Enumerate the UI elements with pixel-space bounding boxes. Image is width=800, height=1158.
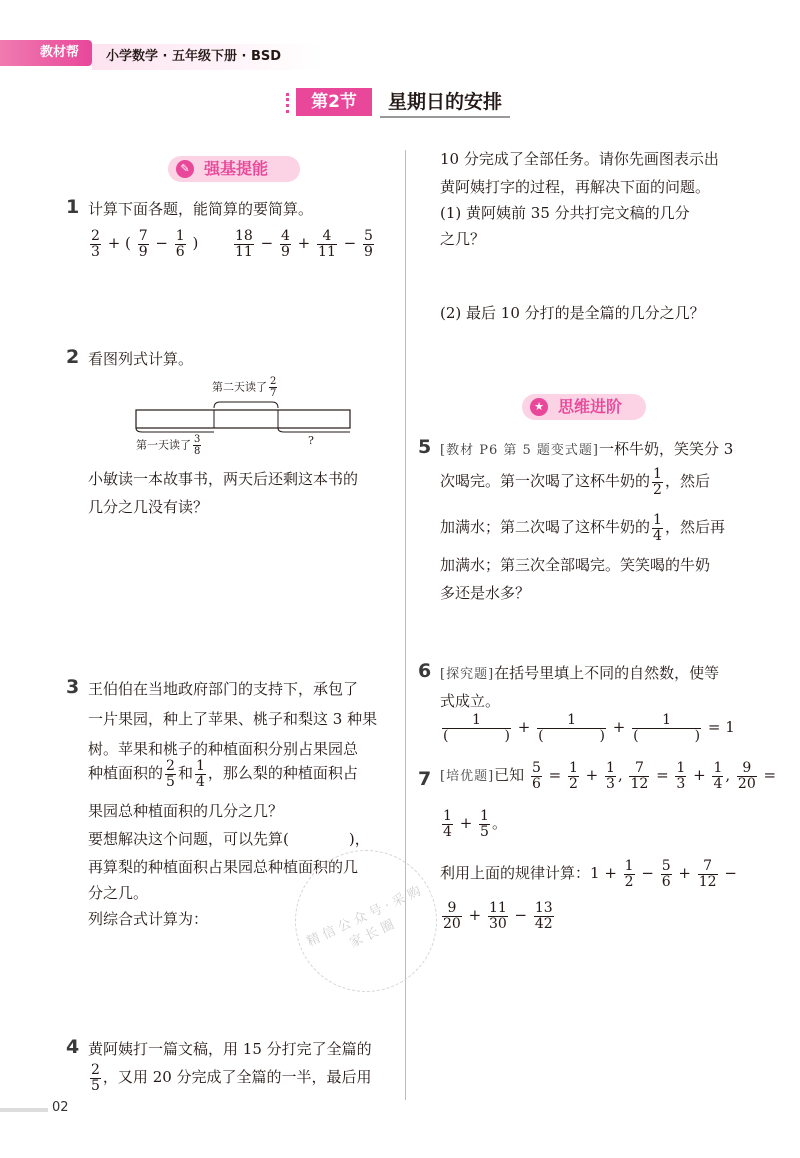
question-number: 6 (418, 660, 432, 682)
question-text: 加满水；第二次喝了这杯牛奶的 $\frac{1}{4}$ ，然后再 (440, 511, 725, 544)
page-number: 02 (52, 1100, 69, 1115)
question-text: 之几？ (440, 230, 486, 248)
series-label: 小学数学 · 五年级下册 · BSD (92, 44, 322, 70)
question-text: $\frac{2}{5}$ ，又用 20 分完成了全篇的一半，最后用 (91, 1061, 372, 1094)
watermark-seal: 精 信 公 众 号 · 采 购 家 长 圈 (272, 827, 461, 1016)
problem-text: 几分之几没有读？ (88, 498, 209, 516)
question-text: 看图列式计算。 (88, 350, 194, 368)
fraction-blank[interactable]: $\frac{1}{( )}$ (633, 711, 701, 744)
fraction: $\frac{7}{9}$ (138, 227, 148, 260)
known-identities: $\frac{1}{4}$ + $\frac{1}{5}$ 。 (443, 807, 507, 840)
expression-b: $\frac{18}{11}$ − $\frac{4}{9}$ + $\frac{4}{11}$ − $\frac{5}{9}$ (235, 227, 373, 260)
question-text: 一片果园，种上了苹果、桃子和梨这 3 种果 (88, 710, 378, 728)
fraction-blank[interactable]: $\frac{1}{( )}$ (443, 711, 510, 744)
tag-advanced (522, 394, 646, 420)
question-text: (2) 最后 10 分打的是全篇的几分之几？ (440, 304, 705, 322)
brand-label: 教材帮 (0, 40, 92, 66)
fraction: $\frac{18}{11}$ (235, 227, 253, 260)
question-text: 要想解决这个问题，可以先算( )， (88, 830, 370, 848)
book-diagram (134, 372, 354, 462)
question-text: 加满水；第三次全部喝完。笑笑喝的牛奶 (440, 556, 711, 574)
expression-a: $\frac{2}{3}$ + ( $\frac{7}{9}$ − $\frac{1}{6}$ ) (91, 227, 199, 260)
question-text: [探究题]在括号里填上不同的自然数，使等 (440, 664, 720, 682)
question-text: 黄阿姨打字的过程，再解决下面的问题。 (440, 178, 711, 196)
question-text: 次喝完。第一次喝了这杯牛奶的 $\frac{1}{2}$ ，然后 (440, 465, 710, 498)
question-text: 列综合式计算为： (88, 910, 209, 928)
question-number: 2 (66, 346, 80, 368)
fraction: $\frac{1}{4}$ (195, 757, 205, 790)
fraction: $\frac{1}{2}$ (653, 465, 662, 498)
fraction: $\frac{5}{9}$ (364, 227, 373, 260)
question-text: 式成立。 (440, 692, 501, 710)
day1-label: 第一天读了 $\frac{3}{8}$ (136, 434, 201, 457)
day2-label: 第二天读了 $\frac{2}{7}$ (212, 376, 277, 399)
fraction: $\frac{2}{5}$ (166, 757, 175, 790)
fraction: $\frac{1}{4}$ (653, 511, 662, 544)
question-text: (1) 黄阿姨前 35 分共打完文稿的几分 (440, 204, 690, 222)
page-number-bar (0, 1108, 48, 1112)
unknown-mark: ? (308, 434, 314, 447)
question-number: 1 (66, 196, 80, 218)
compute-line: 利用上面的规律计算：1 + $\frac{1}{2}$ − $\frac{5}{6}$ + $\frac{7}{12}$ − (440, 857, 737, 890)
problem-text: 小敏读一本故事书，两天后还剩这本书的 (88, 470, 359, 488)
question-text: 计算下面各题，能简算的要简算。 (88, 200, 314, 218)
fraction: $\frac{2}{5}$ (91, 1061, 100, 1094)
diagram-bars (134, 398, 354, 434)
question-text: 再算梨的种植面积占果园总种植面积的几 (88, 858, 359, 876)
equation-blanks: $\frac{1}{( )}$ + $\frac{1}{( )}$ + $\frac{1}{( )}$ = 1 (443, 711, 735, 744)
question-text: 果园总种植面积的几分之几？ (88, 802, 284, 820)
pencil-icon: ✎ (176, 160, 194, 178)
tag-advanced-label: 思维进阶 (558, 397, 623, 416)
question-text: 树。苹果和桃子的种植面积分别占果园总 (88, 740, 359, 758)
question-text: 黄阿姨打一篇文稿，用 15 分打完了全篇的 (88, 1040, 372, 1058)
question-number: 4 (66, 1036, 80, 1058)
question-text: 王伯伯在当地政府部门的支持下，承包了 (88, 680, 359, 698)
section-number: 第2节 (296, 88, 372, 116)
fraction: $\frac{2}{3}$ (91, 227, 100, 260)
medal-icon: ★ (530, 398, 548, 416)
section-title: 星期日的安排 (380, 88, 510, 118)
question-text: 10 分完成了全部任务。请你先画图表示出 (440, 150, 719, 168)
question-text: 种植面积的 $\frac{2}{5}$ 和 $\frac{1}{4}$ ，那么梨的种植面积占 (88, 757, 358, 790)
tag-basic (168, 156, 300, 182)
compute-line: $\frac{9}{20}$ + $\frac{11}{30}$ − $\frac{13}{42}$ (443, 899, 553, 932)
question-number: 7 (418, 768, 432, 790)
fraction: $\frac{4}{9}$ (280, 227, 290, 260)
question-text: [教材 P6 第 5 题变式题]一杯牛奶，笑笑分 3 (440, 440, 734, 458)
tag-basic-label: 强基提能 (204, 159, 269, 178)
question-number: 5 (418, 436, 432, 458)
question-number: 3 (66, 676, 80, 698)
known-identities: [培优题]已知 $\frac{5}{6}$ = $\frac{1}{2}$ + $\frac{1}{3}$ , $\frac{7}{12}$ = $\frac{1}{3}$ + $\frac{1}{4}$ , $\frac{9}{20}$ = (440, 759, 777, 792)
question-text: 分之几。 (88, 884, 149, 902)
fraction: $\frac{1}{6}$ (175, 227, 185, 260)
fraction: $\frac{4}{11}$ (318, 227, 336, 260)
question-text: 多还是水多？ (440, 584, 531, 602)
fraction-blank[interactable]: $\frac{1}{( )}$ (538, 711, 606, 744)
